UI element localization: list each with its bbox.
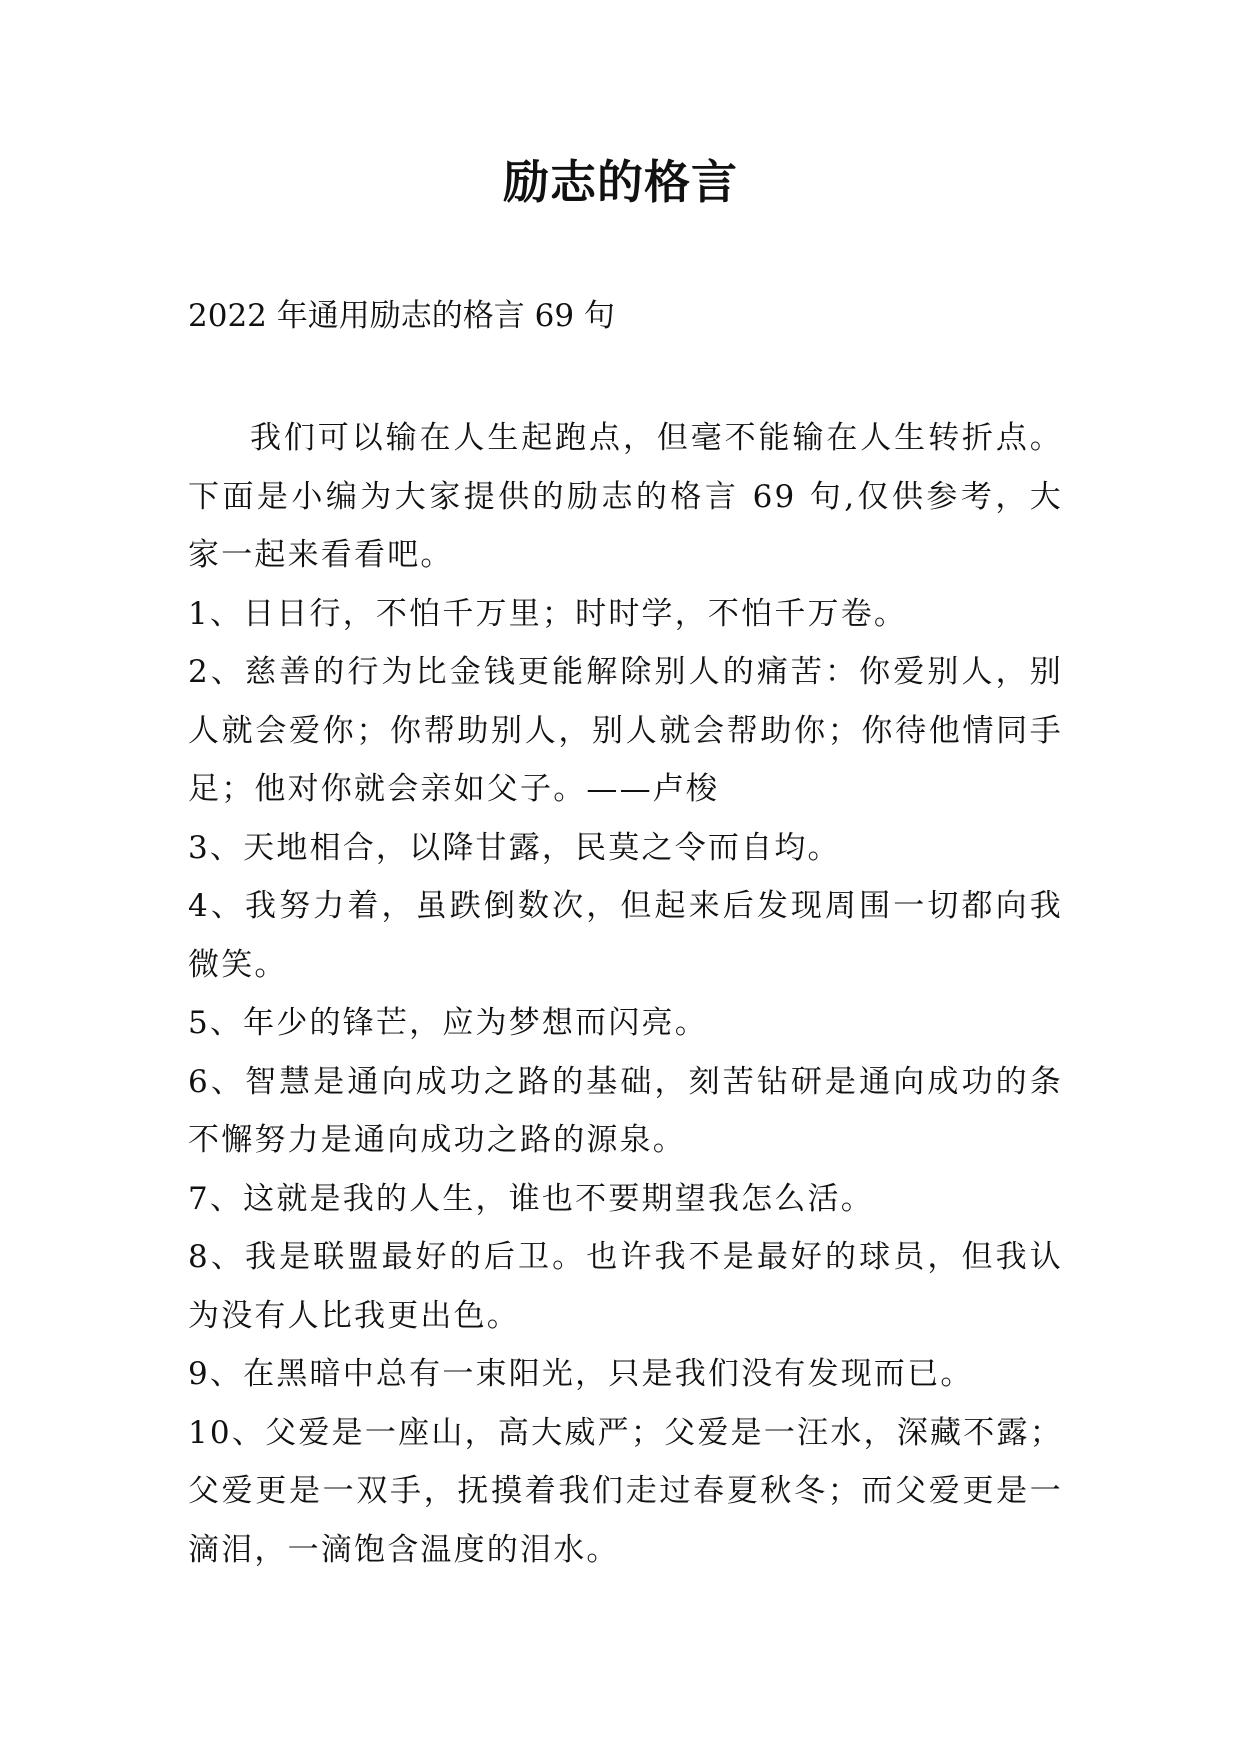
list-item: 8、我是联盟最好的后卫。也许我不是最好的球员，但我认为没有人比我更出色。	[188, 1239, 1063, 1334]
document-subtitle: 2022 年通用励志的格言 69 句	[188, 298, 615, 334]
list-item: 3、天地相合，以降甘露，民莫之令而自均。	[188, 829, 841, 866]
document-body	[188, 409, 1063, 1579]
list-item: 5、年少的锋芒，应为梦想而闪亮。	[188, 1005, 708, 1041]
list-item: 10、父爱是一座山，高大威严；父爱是一汪水，深藏不露；父爱更是一双手，抚摸着我们走过春夏秋冬；而父爱更是一滴泪，一滴饱含温度的泪水。	[188, 1414, 1063, 1568]
list-item: 9、在黑暗中总有一束阳光，只是我们没有发现而已。	[188, 1356, 974, 1392]
intro-paragraph: 我们可以输在人生起跑点，但毫不能输在人生转折点。下面是小编为大家提供的励志的格言 69 句,仅供参考，大家一起来看看吧。	[188, 420, 1063, 573]
document-title: 励志的格言	[503, 155, 738, 209]
list-item: 6、智慧是通向成功之路的基础，刻苦钻研是通向成功的条不懈努力是通向成功之路的源泉。	[188, 1063, 1063, 1158]
list-item: 4、我努力着，虽跌倒数次，但起来后发现周围一切都向我微笑。	[188, 888, 1063, 983]
list-item: 1、日日行，不怕千万里；时时学，不怕千万卷。	[188, 595, 908, 632]
list-item: 2、慈善的行为比金钱更能解除别人的痛苦：你爱别人，别人就会爱你；你帮助别人，别人就会帮助你；你待他情同手足；他对你就会亲如父子。——卢梭	[188, 654, 1063, 807]
list-item: 7、这就是我的人生，谁也不要期望我怎么活。	[188, 1180, 874, 1217]
